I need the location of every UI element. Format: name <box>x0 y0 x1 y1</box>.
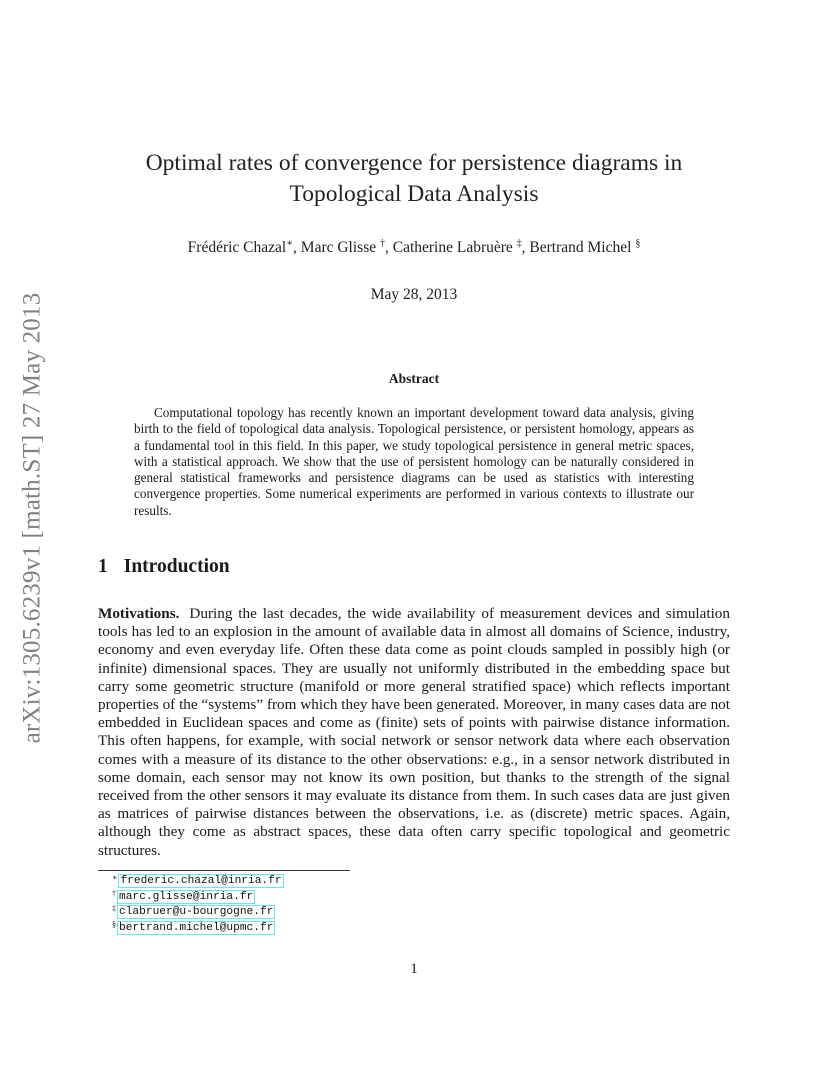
author-2: Marc Glisse †, <box>300 238 393 256</box>
author-1: Frédéric Chazal∗, <box>187 238 301 256</box>
section-title: Introduction <box>123 556 230 577</box>
email-link[interactable]: clabruer@u-bourgogne.fr <box>119 906 274 918</box>
arxiv-sidebar <box>12 270 52 765</box>
author-list <box>100 238 728 257</box>
footnote-rule <box>98 870 350 871</box>
footnote-item: § bertrand.michel@upmc.fr <box>112 919 274 934</box>
paper-title <box>100 148 728 210</box>
title-line-2: Topological Data Analysis <box>289 181 539 207</box>
abstract-text: Computational topology has recently known an important development toward data analysis, giving birth to the field of topological data analysis. Topological persistence, or persistent homology, appears as a fundamental tool in this field. In this paper, we study topological persistence in general metric spaces, with a statistical approach. We show that the use of persistent homology can be naturally considered in general statistical frameworks and persistence diagrams can be used as statistics with interesting convergence properties. Some numerical experiments are performed in various contexts to illustrate our results. <box>134 405 694 518</box>
paragraph-text: During the last decades, the wide availability of measurement devices and simulation tools has led to an explosion in the amount of available data in almost all domains of Science, industry, economy and even everyday life. Often these data come as point clouds sampled in possibly high (or infinite) dimensional spaces. They are usually not uniformly distributed in the embedding space but carry some geometric structure (manifold or more general stratified space) which reflects important properties of the “systems” from which they have been generated. Moreover, in many cases data are not embedded in Euclidean spaces and come as (finite) sets of points with pairwise distance information. This often happens, for example, with social network or sensor network data where each observation comes with a measure of its distance to the other observations: e.g., in a sensor network distributed in some domain, each sensor may not know its own position, but thanks to the strength of the signal received from the other sensors it may evaluate its distance from them. In such cases data are just given as matrices of pairwise distances between the observations, i.e. as (discrete) metric spaces. Again, although they come as abstract spaces, these data often carry specific topological and geometric structures. <box>98 605 730 859</box>
motivations-paragraph <box>98 605 730 860</box>
page-number: 1 <box>410 961 418 977</box>
email-link[interactable]: bertrand.michel@upmc.fr <box>119 921 274 934</box>
abstract-heading: Abstract <box>388 371 440 386</box>
section-heading <box>98 556 230 578</box>
paper-date: May 28, 2013 <box>370 286 458 303</box>
footnote-item: ‡ clabruer@u-bourgogne.fr <box>112 904 274 918</box>
arxiv-identifier: arXiv:1305.6239v1 [math.ST] 27 May 2013 <box>18 292 45 743</box>
footnote-item: † marc.glisse@inria.fr <box>112 888 254 903</box>
author-4: Bertrand Michel § <box>529 238 641 256</box>
email-link[interactable]: frederic.chazal@inria.fr <box>120 875 282 887</box>
paragraph-label: Motivations. <box>98 605 180 622</box>
footnote-item: ∗ frederic.chazal@inria.fr <box>112 873 282 887</box>
author-3: Catherine Labruère ‡, <box>392 238 530 256</box>
title-line-1: Optimal rates of convergence for persistence diagrams in <box>145 150 683 176</box>
section-number: 1 <box>98 556 108 577</box>
footnotes <box>112 874 284 936</box>
email-link[interactable]: marc.glisse@inria.fr <box>119 890 254 903</box>
